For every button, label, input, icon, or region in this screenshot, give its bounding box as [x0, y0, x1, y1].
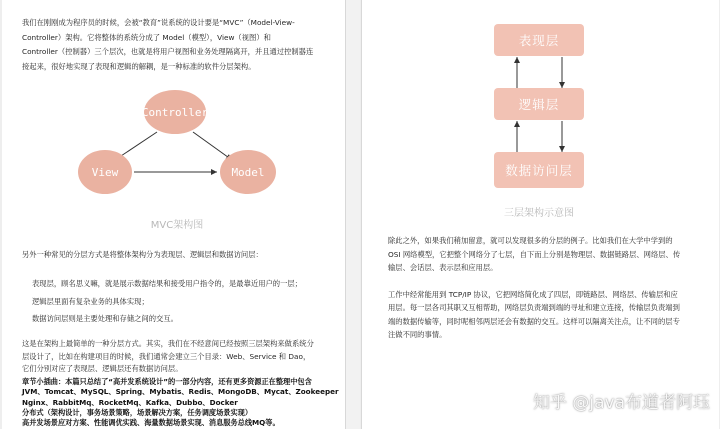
model-node: Model: [220, 150, 276, 194]
page-gutter: [346, 0, 360, 429]
text-line: 我们在刚刚成为程序员的时候，会被“教育”说系统的设计要是“MVC”（Model-View-: [22, 18, 295, 27]
three-tier-caption: 三层架构示意图: [504, 208, 574, 219]
list-item: 表现层，顾名思义嘛，就是展示数据结果和接受用户指令的，是最靠近用户的一层；: [32, 279, 302, 288]
left-page: [2, 0, 346, 429]
text-line: 高并发场景应对方案、性能调优实践、海量数据场景实现、消息服务总线MQ等。: [22, 418, 280, 428]
text-line: 除此之外，如果我们稍加留意，就可以发现很多的分层的例子。比如我们在大学中学到的: [388, 236, 673, 245]
tcp-ip-paragraph: [388, 288, 680, 342]
layer-list: [32, 275, 302, 328]
text-line: OSI 网络模型，它把整个网络分了七层，自下而上分别是物理层、数据链路层、网络层、传: [388, 249, 681, 259]
data-access-layer-box: 数据访问层: [494, 152, 584, 188]
arrow-controller-to-model: [193, 132, 232, 160]
right-page: [361, 0, 719, 429]
text-line: 输层、会话层、表示层和应用层。: [388, 263, 498, 273]
text-line: 端的数据传输等，同时呢相邻两层还会有数据的交互。这样可以隔离关注点，让不同的层专: [388, 316, 680, 326]
list-item: 逻辑层里面有复杂业务的具体实现；: [32, 296, 149, 306]
resource-note: [22, 377, 339, 428]
text-line: 分布式（架构设计，事务场景策略，场景解决方案，任务调度场景实现）: [22, 407, 253, 417]
text-line: Controller（控制器）三个层次，也就是将用户视图和业务处理隔离开，并且通过控制器连: [22, 47, 314, 57]
text-line: 接起来，很好地实现了表现和逻辑的解耦，是一种标准的软件分层架构。: [22, 61, 256, 71]
text-line: 这是在架构上最简单的一种分层方式。其实，我们在不经意间已经按照三层架构来做系统分: [22, 339, 314, 348]
list-item: 数据访问层则是主要处理和存储之间的交互。: [32, 314, 178, 323]
text-line: Controller）架构。它将整体的系统分成了 Model（模型），View（视图）和: [22, 32, 271, 42]
logic-layer-box: 逻辑层: [494, 88, 584, 120]
text-line: 注做不同的事情。: [388, 330, 447, 340]
text-line: 用层。每一层各司其职又互相帮助，网络层负责端到端的寻址和建立连接，传输层负责端到: [388, 303, 680, 313]
text-line: Nginx、RabbitMq、RocketMq、Kafka、Dubbo、Docker: [22, 397, 238, 407]
text-line: JVM、Tomcat、MySQL、Spring、Mybatis、Redis、MongoDB、Mycat、Zookeeper: [22, 387, 339, 397]
controller-node: Controller: [144, 90, 206, 134]
presentation-layer-box: 表现层: [494, 24, 584, 56]
text-line: 章节小插曲：本篇只总结了“高并发系统设计”的一部分内容，还有更多资源正在整理中包含: [22, 377, 312, 386]
view-node: View: [78, 150, 132, 194]
three-tier-practice-paragraph: [22, 338, 314, 376]
text-line: 工作中经常能用到 TCP/IP 协议，它把网络简化成了四层，即链路层、网络层、传输层和应: [388, 290, 678, 299]
osi-paragraph: [388, 234, 680, 275]
watermark: 知乎 @java布道者阿珏: [532, 393, 710, 413]
text-line: 层设计了，比如在构建项目的时候，我们通常会建立三个目录：Web、Service 和 Dao，: [22, 351, 311, 361]
mvc-diagram-caption: MVC架构图: [150, 220, 204, 231]
text-line: 它们分别对应了表现层、逻辑层还有数据访问层。: [22, 364, 183, 373]
layer-intro: 另外一种常见的分层方式是将整体架构分为表现层、逻辑层和数据访问层：: [22, 250, 263, 259]
